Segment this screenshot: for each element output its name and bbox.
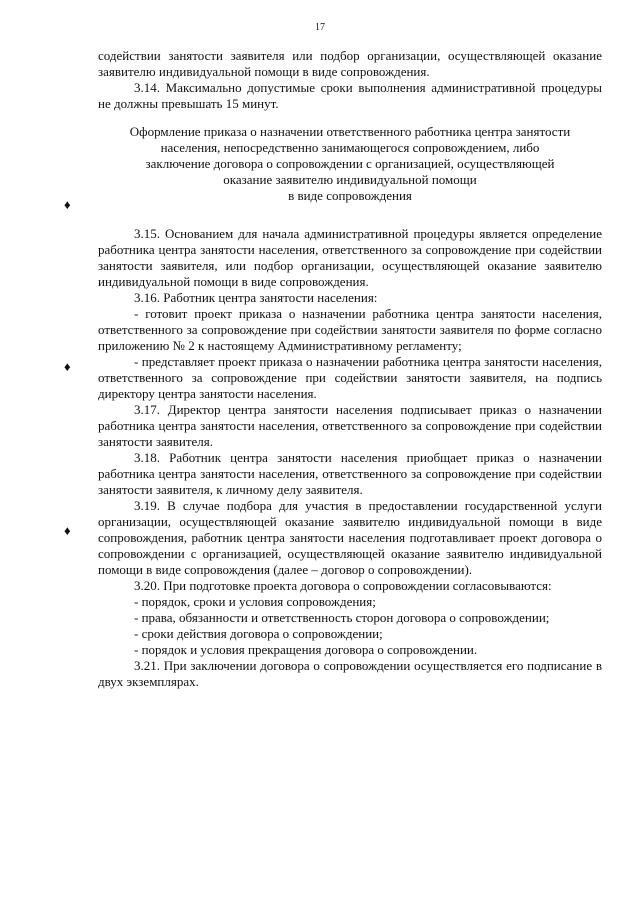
paragraph-continuation: содействии занятости заявителя или подбор организации, осуществляющей оказание заявителю индивидуальной помощи в виде сопровождения.: [98, 48, 602, 79]
margin-bullet-mark: ♦: [64, 359, 71, 374]
margin-bullet-mark: ♦: [64, 523, 71, 538]
paragraph-3-15: 3.15. Основанием для начала административной процедуры является определение работника центра занятости населения, ответственного за сопровождение при содействии занятости заявителя, или подбор организации, осуществляющей оказание заявителю индивидуальной помощи в виде сопровождения.: [98, 226, 602, 289]
heading-line: в виде сопровождения: [288, 188, 412, 203]
document-body: [98, 48, 602, 690]
list-item: - представляет проект приказа о назначении работника центра занятости населения, ответственного за сопровождение при содействии занятости заявителя, на подпись директору центра занятости населения.: [98, 354, 602, 401]
paragraph-3-18: 3.18. Работник центра занятости населения приобщает приказ о назначении работника центра занятости населения, ответственного за сопровождение при содействии занятости заявителя, к личному делу заявителя.: [98, 450, 602, 497]
heading-line: заключение договора о сопровождении с организацией, осуществляющей: [145, 156, 555, 171]
paragraph-3-20: 3.20. При подготовке проекта договора о сопровождении согласовываются:: [134, 578, 552, 593]
page-number: 17: [315, 22, 325, 33]
paragraph-3-16: 3.16. Работник центра занятости населения:: [134, 290, 378, 305]
heading-line: оказание заявителю индивидуальной помощи: [223, 172, 477, 187]
margin-bullet-mark: ♦: [64, 197, 71, 212]
heading-line: населения, непосредственно занимающегося сопровождением, либо: [160, 140, 540, 155]
paragraph-3-17: 3.17. Директор центра занятости населения подписывает приказ о назначении работника центра занятости населения, ответственного за сопровождение при содействии занятости заявителя.: [98, 402, 602, 449]
heading-line: Оформление приказа о назначении ответственного работника центра занятости: [129, 124, 571, 139]
list-item: - порядок и условия прекращения договора о сопровождении.: [134, 642, 478, 657]
paragraph-3-14: 3.14. Максимально допустимые сроки выполнения административной процедуры не должны превышать 15 минут.: [98, 80, 602, 111]
list-item: - сроки действия договора о сопровождении;: [134, 626, 383, 641]
paragraph-3-19: 3.19. В случае подбора для участия в предоставлении государственной услуги организации, осуществляющей оказание заявителю индивидуальной помощи в виде сопровождения, работник центра занятости населения подготавливает проект договора о сопровождении с организацией, осуществляющей оказание заявителю индивидуальной помощи в виде сопровождения (далее – договор о сопровождении).: [98, 498, 602, 577]
list-item: - права, обязанности и ответственность сторон договора о сопровождении;: [134, 610, 550, 625]
list-item: - готовит проект приказа о назначении работника центра занятости населения, ответственного за сопровождение при содействии занятости заявителя по форме согласно приложению № 2 к настоящему Административному регламенту;: [98, 306, 602, 353]
list-item: - порядок, сроки и условия сопровождения;: [134, 594, 376, 609]
paragraph-3-21: 3.21. При заключении договора о сопровождении осуществляется его подписание в двух экземплярах.: [98, 658, 602, 689]
section-heading: [98, 124, 602, 204]
